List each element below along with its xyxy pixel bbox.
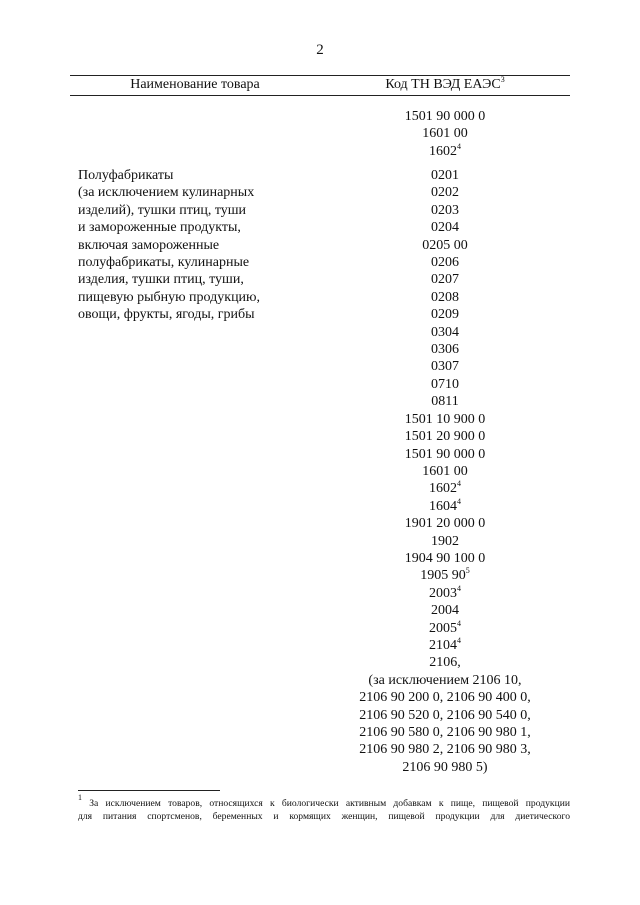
code-text: 1602 bbox=[429, 481, 457, 497]
code-line bbox=[320, 498, 570, 515]
footnote-ref: 4 bbox=[457, 479, 461, 489]
code-text: 0307 bbox=[431, 359, 459, 375]
code-line bbox=[320, 393, 570, 410]
footnote-ref: 4 bbox=[457, 635, 461, 645]
code-line bbox=[320, 654, 570, 671]
column-header-code bbox=[320, 77, 570, 93]
column-header-name: Наименование товара bbox=[130, 77, 260, 92]
code-text: 0203 bbox=[431, 202, 459, 218]
code-text: 1602 bbox=[429, 143, 457, 159]
footnote-ref: 4 bbox=[457, 141, 461, 151]
code-line bbox=[320, 289, 570, 306]
code-line bbox=[320, 411, 570, 428]
code-line bbox=[320, 533, 570, 550]
code-line bbox=[320, 759, 570, 776]
footnote-ref: 4 bbox=[457, 496, 461, 506]
code-text: 0201 bbox=[431, 168, 459, 183]
footnote bbox=[78, 793, 570, 823]
code-text: 1501 10 900 0 bbox=[404, 411, 486, 427]
code-text: 0202 bbox=[431, 185, 459, 201]
code-line bbox=[320, 689, 570, 706]
code-line bbox=[320, 143, 570, 160]
footnote-separator bbox=[78, 790, 220, 791]
code-text: 1604 bbox=[429, 498, 457, 514]
footnote-ref: 5 bbox=[465, 566, 470, 576]
code-line bbox=[320, 428, 570, 445]
codes-group-b bbox=[320, 167, 570, 776]
code-text: 0207 bbox=[431, 272, 459, 288]
footnote-text: для питания спортсменов, беременных и кормящих женщин, пищевой продукции для диетического bbox=[78, 811, 570, 822]
code-text: 0208 bbox=[431, 289, 459, 305]
code-text: 0206 bbox=[431, 255, 459, 271]
code-text: 0209 bbox=[431, 307, 459, 323]
code-line bbox=[320, 550, 570, 567]
code-line bbox=[320, 463, 570, 480]
code-text: 1601 00 bbox=[422, 463, 468, 479]
code-text: 1902 bbox=[431, 533, 459, 549]
codes-group-a bbox=[320, 108, 570, 160]
code-text: 0811 bbox=[431, 394, 459, 410]
description-line: пищевую рыбную продукцию, bbox=[78, 289, 261, 305]
code-text: 2104 bbox=[429, 637, 457, 653]
code-text: 2106 90 200 0, 2106 90 400 0, bbox=[359, 690, 531, 706]
description-line: и замороженные продукты, bbox=[78, 220, 241, 236]
code-line bbox=[320, 341, 570, 358]
description-line: изделия, тушки птиц, туши, bbox=[78, 272, 244, 288]
code-text: 2106 90 580 0, 2106 90 980 1, bbox=[359, 725, 531, 740]
code-line bbox=[320, 376, 570, 393]
code-line bbox=[320, 306, 570, 323]
code-line bbox=[320, 167, 570, 184]
description-line: овощи, фрукты, ягоды, грибы bbox=[78, 307, 255, 323]
code-text: 0710 bbox=[431, 376, 459, 392]
code-text: 1501 20 900 0 bbox=[404, 429, 486, 445]
column-header-code-sup: 3 bbox=[500, 75, 505, 84]
code-line bbox=[320, 620, 570, 637]
description-group-b bbox=[78, 167, 318, 324]
code-text: 2106 90 980 5) bbox=[402, 759, 488, 775]
code-line bbox=[320, 125, 570, 142]
code-line bbox=[320, 741, 570, 758]
description-line: полуфабрикаты, кулинарные bbox=[78, 255, 250, 271]
code-line bbox=[320, 108, 570, 125]
code-text: 2106 90 980 2, 2106 90 980 3, bbox=[359, 742, 531, 758]
code-text: 0205 00 bbox=[422, 237, 468, 253]
description-line: Полуфабрикаты bbox=[78, 168, 174, 183]
code-line bbox=[320, 271, 570, 288]
code-line bbox=[320, 602, 570, 619]
page-number: 2 bbox=[316, 42, 324, 58]
description-line: (за исключением кулинарных bbox=[78, 185, 255, 201]
code-line bbox=[320, 637, 570, 654]
footnote-line bbox=[78, 810, 570, 823]
table-header bbox=[70, 75, 570, 96]
code-text: 1501 90 000 0 bbox=[404, 109, 486, 124]
footnote-marker: 1 bbox=[78, 793, 82, 802]
code-line bbox=[320, 358, 570, 375]
code-text: 1904 90 100 0 bbox=[404, 550, 486, 566]
code-text: 2005 bbox=[429, 620, 457, 636]
code-text: 1601 00 bbox=[422, 126, 468, 142]
footnote-line bbox=[78, 793, 570, 810]
code-line bbox=[320, 480, 570, 497]
description-line: изделий), тушки птиц, туши bbox=[78, 202, 247, 218]
code-line bbox=[320, 515, 570, 532]
code-text: 1901 20 000 0 bbox=[404, 516, 486, 532]
footnote-ref: 4 bbox=[457, 618, 461, 628]
code-text: 2003 bbox=[429, 585, 457, 601]
code-text: 1501 90 000 0 bbox=[404, 446, 486, 462]
code-line bbox=[320, 184, 570, 201]
description-line: включая замороженные bbox=[78, 237, 220, 253]
code-line bbox=[320, 446, 570, 463]
column-header-code-label: Код ТН ВЭД ЕАЭС bbox=[385, 77, 501, 92]
footnote-ref: 4 bbox=[457, 583, 461, 593]
code-text: 2004 bbox=[431, 603, 459, 619]
code-line bbox=[320, 724, 570, 741]
code-text: 2106 90 520 0, 2106 90 540 0, bbox=[359, 707, 531, 723]
code-text: 1905 90 bbox=[420, 568, 466, 584]
code-text: 2106, bbox=[429, 655, 461, 671]
code-text: (за исключением 2106 10, bbox=[368, 672, 522, 688]
code-line bbox=[320, 254, 570, 271]
code-line bbox=[320, 324, 570, 341]
code-line bbox=[320, 672, 570, 689]
code-line bbox=[320, 219, 570, 236]
footnote-text: За исключением товаров, относящихся к биологически активным добавкам к пище, пищевой продукции bbox=[89, 798, 570, 809]
code-text: 0204 bbox=[431, 220, 459, 236]
code-line bbox=[320, 585, 570, 602]
code-line bbox=[320, 237, 570, 254]
code-line bbox=[320, 202, 570, 219]
code-line bbox=[320, 567, 570, 584]
code-line bbox=[320, 707, 570, 724]
code-text: 0306 bbox=[431, 342, 459, 358]
code-text: 0304 bbox=[431, 324, 459, 340]
